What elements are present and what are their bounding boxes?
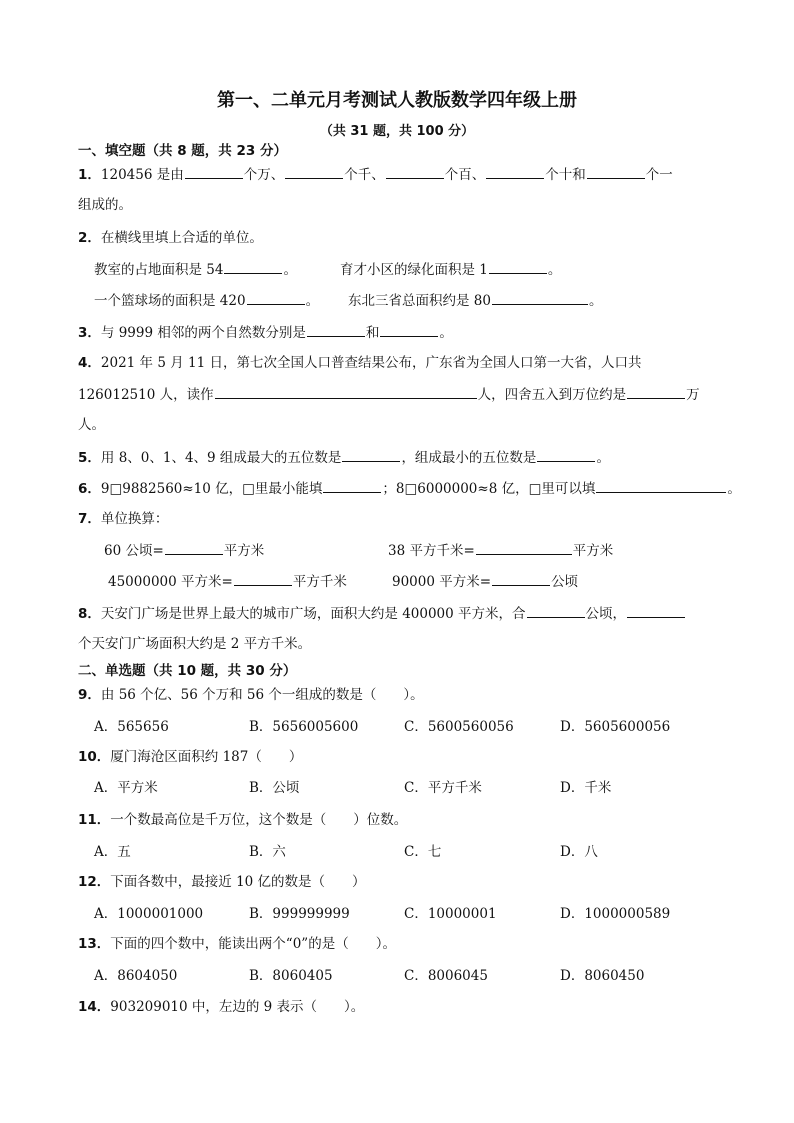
question-3: 3．与 9999 相邻的两个自然数分别是 和 。 <box>78 322 453 343</box>
question-11: 11．一个数最高位是千万位，这个数是（ ）位数。 <box>78 812 408 828</box>
question-11-option-b[interactable]: B．六 <box>249 844 286 860</box>
answer-blank[interactable] <box>596 478 726 493</box>
answer-blank[interactable] <box>380 322 438 337</box>
question-9-option-b[interactable]: B．5656005600 <box>249 719 359 735</box>
question-11-option-a[interactable]: A．五 <box>94 844 131 860</box>
answer-blank[interactable] <box>489 259 547 274</box>
question-7-item-b: 38 平方千米= 平方米 <box>388 540 613 561</box>
question-2-item-b: 育才小区的绿化面积是 1 。 <box>340 259 561 280</box>
question-13-option-c[interactable]: C．8006045 <box>404 968 488 984</box>
question-2-item-a: 教室的占地面积是 54 。 <box>94 259 297 280</box>
question-4: 4．2021 年 5 月 11 日，第七次全国人口普查结果公布，广东省为全国人口第一大省，人口共 <box>78 355 642 371</box>
question-6: 6．9□9882560≈10 亿，□里最小能填 ；8□6000000≈8 亿，□里可以填 。 <box>78 478 741 499</box>
question-5: 5．用 8、0、1、4、9 组成最大的五位数是 ，组成最小的五位数是 。 <box>78 447 610 468</box>
page-subtitle: （共 31 题，共 100 分） <box>319 124 475 139</box>
answer-blank[interactable] <box>587 164 645 179</box>
question-7-item-c: 45000000 平方米= 平方千米 <box>108 571 347 592</box>
question-4-cont2: 人。 <box>78 417 105 433</box>
question-12-option-b[interactable]: B．999999999 <box>249 906 350 922</box>
answer-blank[interactable] <box>386 164 444 179</box>
answer-blank[interactable] <box>627 603 685 618</box>
question-2-item-d: 东北三省总面积约是 80 。 <box>348 290 602 311</box>
question-12-option-d[interactable]: D．1000000589 <box>560 906 671 922</box>
question-10: 10．厦门海沧区面积约 187（ ） <box>78 749 303 765</box>
answer-blank[interactable] <box>165 540 223 555</box>
answer-blank[interactable] <box>185 164 243 179</box>
question-7-item-d: 90000 平方米= 公顷 <box>392 571 578 592</box>
question-9: 9．由 56 个亿、56 个万和 56 个一组成的数是（ ）。 <box>78 687 424 703</box>
question-2-item-c: 一个篮球场的面积是 420 。 <box>94 290 319 311</box>
question-9-option-a[interactable]: A．565656 <box>94 719 169 735</box>
answer-blank[interactable] <box>627 384 685 399</box>
answer-blank[interactable] <box>527 603 585 618</box>
question-8: 8．天安门广场是世界上最大的城市广场，面积大约是 400000 平方米，合 公顷， <box>78 603 686 624</box>
question-7-item-a: 60 公顷= 平方米 <box>104 540 264 561</box>
question-4-cont: 126012510 人，读作 人，四舍五入到万位约是 万 <box>78 384 700 405</box>
question-1: 1．120456 是由 个万、 个千、 个百、 个十和 个一 <box>78 164 673 185</box>
question-11-option-d[interactable]: D．八 <box>560 844 598 860</box>
answer-blank[interactable] <box>307 322 365 337</box>
answer-blank[interactable] <box>342 447 400 462</box>
answer-blank[interactable] <box>476 540 572 555</box>
question-12: 12．下面各数中，最接近 10 亿的数是（ ） <box>78 874 366 890</box>
question-9-option-c[interactable]: C．5600560056 <box>404 719 514 735</box>
question-13-option-b[interactable]: B．8060405 <box>249 968 333 984</box>
question-10-option-d[interactable]: D．千米 <box>560 780 612 796</box>
page-title: 第一、二单元月考测试人教版数学四年级上册 <box>217 90 577 111</box>
question-2: 2．在横线里填上合适的单位。 <box>78 230 263 246</box>
answer-blank[interactable] <box>234 571 292 586</box>
question-10-option-b[interactable]: B．公顷 <box>249 780 300 796</box>
answer-blank[interactable] <box>492 290 588 305</box>
answer-blank[interactable] <box>215 384 477 399</box>
answer-blank[interactable] <box>486 164 544 179</box>
question-13-option-a[interactable]: A．8604050 <box>94 968 178 984</box>
answer-blank[interactable] <box>537 447 595 462</box>
section-fill-blank-heading: 一、填空题（共 8 题，共 23 分） <box>78 143 287 159</box>
question-14: 14．903209010 中，左边的 9 表示（ ）。 <box>78 999 365 1015</box>
question-9-option-d[interactable]: D．5605600056 <box>560 719 671 735</box>
answer-blank[interactable] <box>224 259 282 274</box>
question-10-option-c[interactable]: C．平方千米 <box>404 780 482 796</box>
question-1-cont: 组成的。 <box>78 197 132 213</box>
answer-blank[interactable] <box>285 164 343 179</box>
question-10-option-a[interactable]: A．平方米 <box>94 780 158 796</box>
question-12-option-c[interactable]: C．10000001 <box>404 906 497 922</box>
answer-blank[interactable] <box>492 571 550 586</box>
question-12-option-a[interactable]: A．1000001000 <box>94 906 204 922</box>
answer-blank[interactable] <box>323 478 381 493</box>
section-single-choice-heading: 二、单选题（共 10 题，共 30 分） <box>78 663 297 679</box>
question-11-option-c[interactable]: C．七 <box>404 844 442 860</box>
question-7: 7．单位换算： <box>78 511 169 527</box>
question-13: 13．下面的四个数中，能读出两个“0”的是（ ）。 <box>78 936 396 952</box>
question-8-cont: 个天安门广场面积大约是 2 平方千米。 <box>78 636 312 652</box>
question-13-option-d[interactable]: D．8060450 <box>560 968 645 984</box>
answer-blank[interactable] <box>247 290 305 305</box>
